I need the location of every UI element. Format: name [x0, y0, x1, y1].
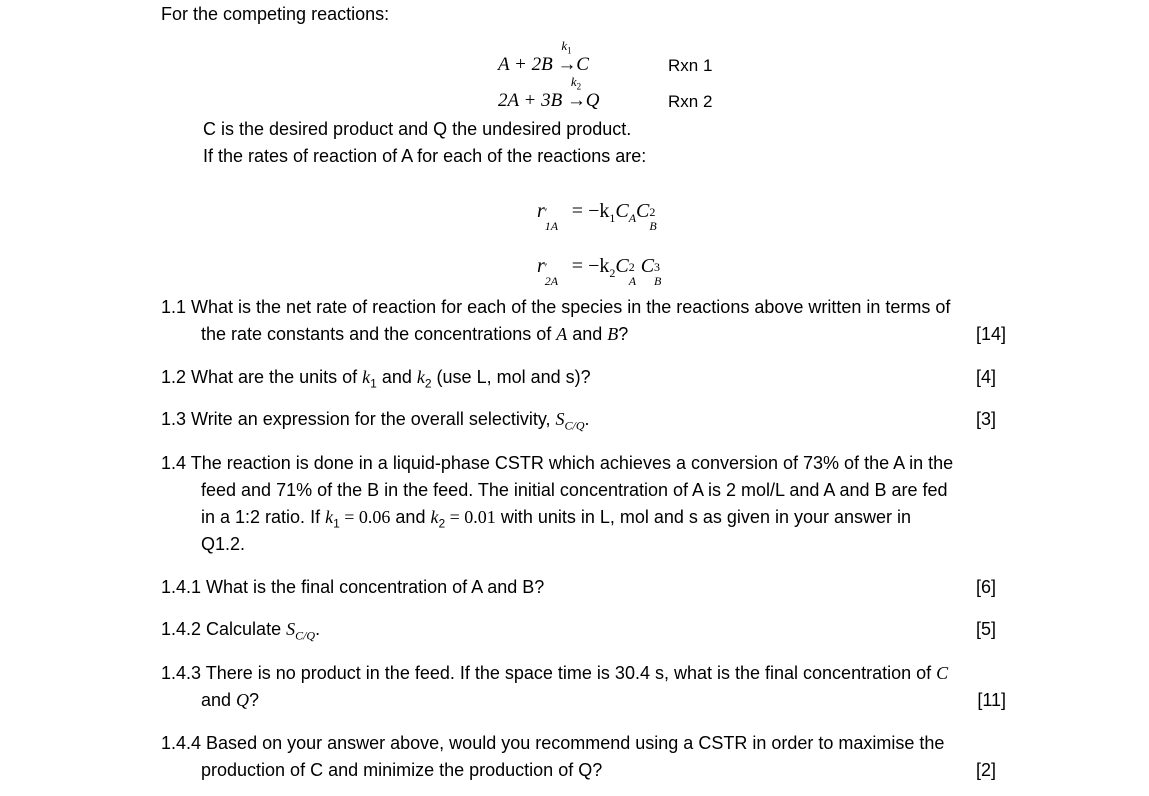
question-1-4-3-line2: and Q? — [201, 690, 260, 710]
question-1-1-line2: the rate constants and the concentrations of A and B? — [201, 324, 629, 344]
question-1-4-line2: feed and 71% of the B in the feed. The initial concentration of A is 2 mol/L and A and B are fed — [201, 480, 948, 500]
question-1-2-marks: [4] — [975, 367, 996, 387]
question-1-4-3-marks: [11] — [977, 690, 1006, 710]
question-1-4-line3: in a 1:2 ratio. If $k_1 = 0.06$ and $k_2 = 0.01$ with units in L, mol and s as given in your answer in — [201, 507, 912, 531]
question-1-2: 1.2 What are the units of $k_1$ and $k_2$ (use L, mol and s)? — [161, 367, 591, 391]
reaction-2-product: Q — [585, 90, 600, 111]
reaction-1-lhs: A + 2B — [498, 54, 553, 75]
question-1-4-1-marks: [6] — [975, 577, 996, 597]
question-1-4-line1: 1.4 The reaction is done in a liquid-phase CSTR which achieves a conversion of 73% of the A in the — [161, 453, 954, 473]
reaction-2-lhs: 2A + 3B — [498, 90, 563, 111]
question-1-4-2: 1.4.2 Calculate $S_{C/Q}$. — [161, 619, 321, 643]
question-1-4-3-line1: 1.4.3 There is no product in the feed. If the space time is 30.4 s, what is the final concentration of C — [161, 663, 949, 683]
question-1-1-line1: 1.1 What is the net rate of reaction for each of the species in the reactions above written in terms of — [161, 297, 951, 317]
question-1-4-line4: Q1.2. — [201, 534, 246, 554]
question-1-4-4-line2: production of C and minimize the production of Q? — [201, 760, 603, 780]
reaction-1 — [498, 38, 589, 76]
question-1-3-marks: [3] — [975, 409, 996, 429]
rate-equation-2: r ′ 2A = $-k_2C$ 2 A C 3 B — [537, 255, 662, 288]
rates-intro-text: If the rates of reaction of A for each of the reactions are: — [203, 146, 647, 166]
desired-product-text: C is the desired product and Q the undesired product. — [203, 119, 632, 139]
reaction-2 — [498, 74, 600, 112]
question-1-1-marks: [14] — [975, 324, 1006, 344]
reaction-1-label: Rxn 1 — [668, 56, 713, 75]
question-1-4-4-marks: [2] — [975, 760, 996, 780]
question-1-3: 1.3 Write an expression for the overall selectivity, $S_{C/Q}$. — [161, 409, 590, 433]
question-1-4-4-line1: 1.4.4 Based on your answer above, would you recommend using a CSTR in order to maximise the — [161, 733, 945, 753]
reaction-1-product: C — [576, 54, 589, 75]
intro-text: For the competing reactions: — [161, 4, 390, 24]
rate-equation-1: r ′ 1A = $-k_1C_AC$ 2 B — [537, 200, 657, 233]
question-1-4-1: 1.4.1 What is the final concentration of A and B? — [161, 577, 545, 597]
reaction-2-arrow: $k_2$ → — [566, 74, 586, 111]
reaction-2-label: Rxn 2 — [668, 92, 713, 111]
reaction-1-arrow: $k_1$ → — [557, 38, 577, 75]
question-1-4-2-marks: [5] — [975, 619, 996, 639]
